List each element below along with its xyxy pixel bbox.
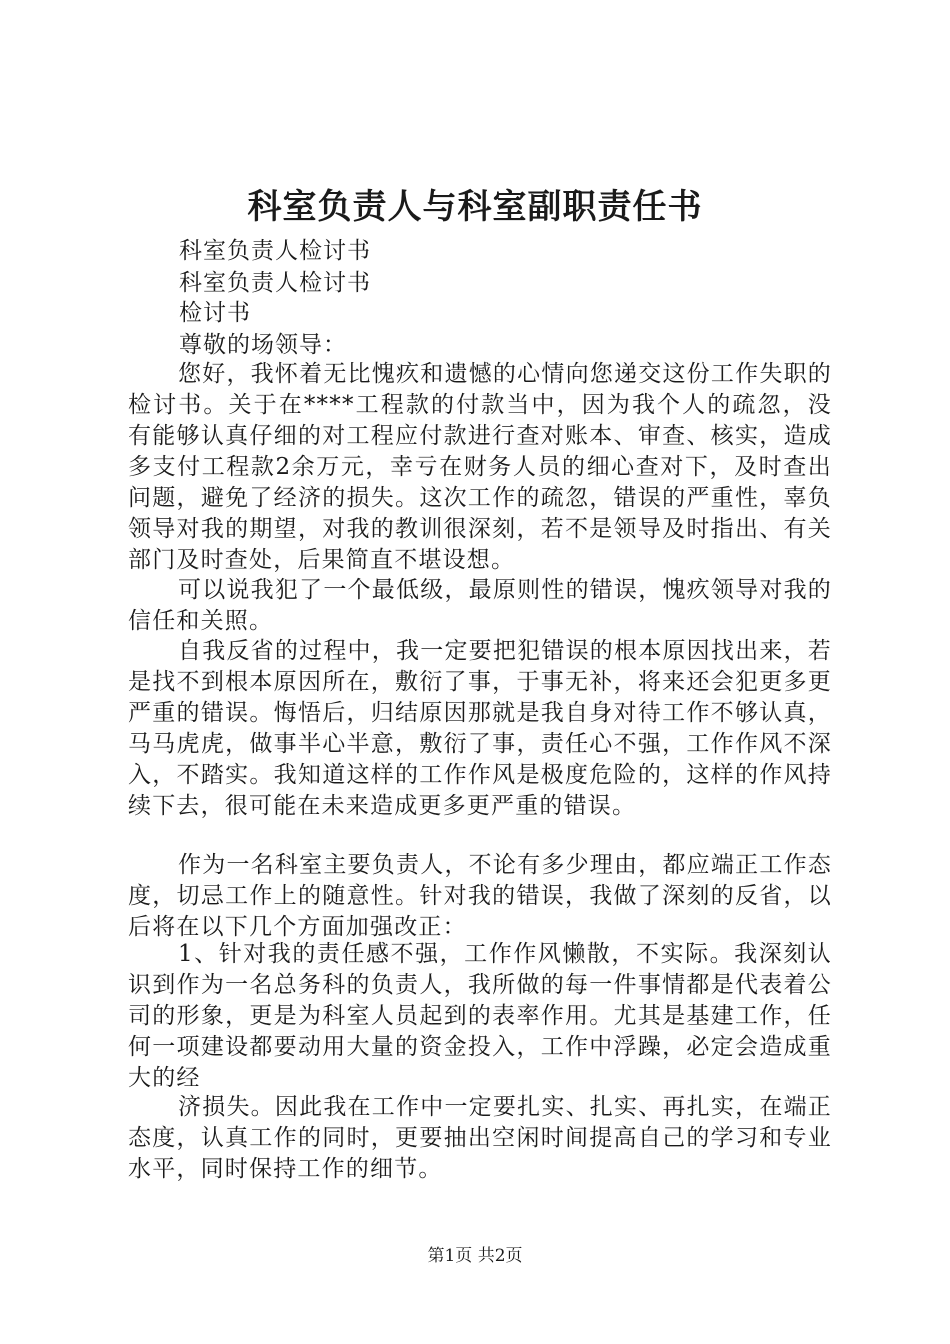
- page-footer: 第1页 共2页: [427, 1246, 523, 1266]
- body-paragraph: 可以说我犯了一个最低级，最原则性的错误，愧疚领导对我的信任和关照。: [128, 577, 832, 634]
- body-paragraph: 1、针对我的责任感不强，工作作风懒散，不实际。我深刻认识到作为一名总务科的负责人，我所做的每一件事情都是代表着公司的形象，更是为科室人员起到的表率作用。尤其是基建工作，任何一项建设都要动用大量的资金投入，工作中浮躁，必定会造成重大的经: [128, 941, 832, 1091]
- heading-line: 检讨书: [179, 300, 251, 326]
- heading-line: 科室负责人检讨书: [179, 270, 371, 296]
- body-paragraph: 作为一名科室主要负责人，不论有多少理由，都应端正工作态度，切忌工作上的随意性。针对我的错误，我做了深刻的反省，以后将在以下几个方面加强改正：: [128, 852, 832, 940]
- salutation: 尊敬的场领导：: [179, 332, 347, 358]
- body-paragraph: 您好，我怀着无比愧疚和遗憾的心情向您递交这份工作失职的检讨书。关于在****工程款的付款当中，因为我个人的疏忽，没有能够认真仔细的对工程应付款进行查对账本、审查、核实，造成多支付工程款2余万元，幸亏在财务人员的细心查对下，及时查出问题，避免了经济的损失。这次工作的疏忽，错误的严重性，辜负领导对我的期望，对我的教训很深刻，若不是领导及时指出、有关部门及时查处，后果简直不堪设想。: [128, 361, 832, 573]
- body-paragraph: 自我反省的过程中，我一定要把犯错误的根本原因找出来，若是找不到根本原因所在，敷衍了事，于事无补，将来还会犯更多更严重的错误。悔悟后，归结原因那就是我自身对待工作不够认真，马马虎虎，做事半心半意，敷衍了事，责任心不强，工作作风不深入，不踏实。我知道这样的工作作风是极度危险的，这样的作风持续下去，很可能在未来造成更多更严重的错误。: [128, 638, 832, 819]
- document-title: 科室负责人与科室副职责任书: [247, 187, 703, 227]
- body-paragraph: 济损失。因此我在工作中一定要扎实、扎实、再扎实，在端正态度，认真工作的同时，更要抽出空闲时间提高自己的学习和专业水平，同时保持工作的细节。: [128, 1094, 832, 1182]
- heading-line: 科室负责人检讨书: [179, 238, 371, 264]
